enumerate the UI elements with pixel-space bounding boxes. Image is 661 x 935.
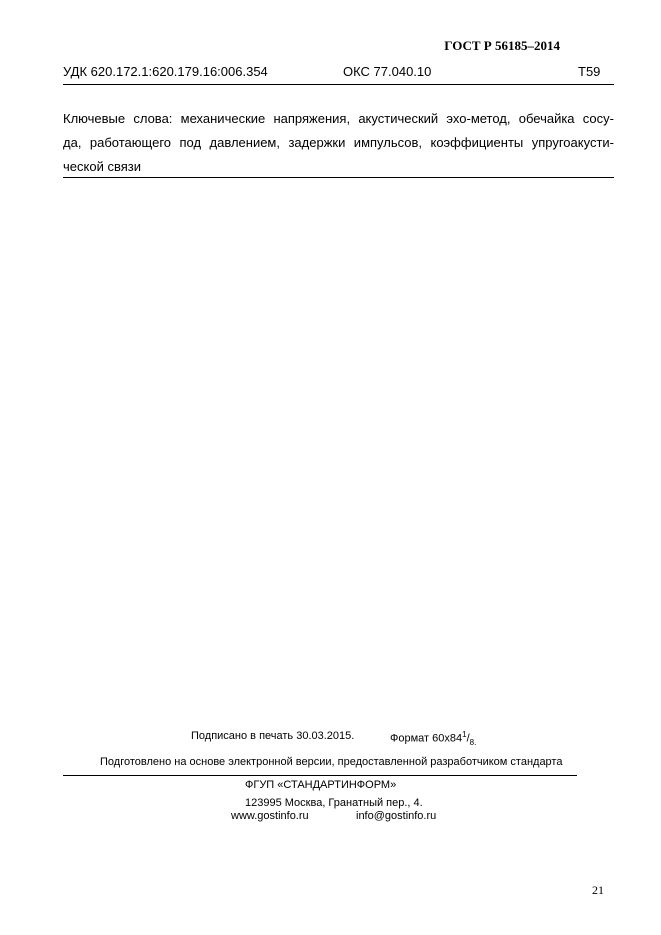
standard-id: ГОСТ Р 56185–2014 — [444, 38, 560, 53]
udk-code: УДК 620.172.1:620.179.16:006.354 — [63, 64, 268, 79]
keywords-line: ческой связи — [63, 159, 141, 174]
prepared-note: Подготовлено на основе электронной версии, предоставленной разработчиком стандарта — [100, 756, 563, 768]
format-label: Формат 60х84 — [390, 732, 463, 745]
keywords-divider — [63, 177, 614, 178]
imprint-divider — [63, 775, 577, 776]
keywords-line: Ключевые слова: механические напряжения, акустический эхо-метод, обечайка сосу- — [63, 111, 614, 126]
top-divider — [63, 84, 614, 85]
format-denominator: 8. — [469, 737, 477, 747]
print-format: Формат $60х84^1/_{8.}$ — [390, 730, 477, 747]
classification-code: Т59 — [578, 64, 601, 79]
keywords-block — [63, 107, 614, 179]
publisher-email[interactable]: info@gostinfo.ru — [356, 810, 437, 822]
keywords-line: да, работающего под давлением, задержки импульсов, коэффициенты упругоакусти- — [63, 135, 614, 150]
page-number: 21 — [592, 883, 604, 897]
format-numerator: 1 — [462, 730, 467, 739]
publisher-website[interactable]: www.gostinfo.ru — [231, 810, 309, 822]
signed-date: Подписано в печать 30.03.2015. — [191, 730, 355, 742]
publisher-address: 123995 Москва, Гранатный пер., 4. — [245, 797, 423, 809]
oks-code: ОКС 77.040.10 — [343, 64, 432, 79]
publisher-name: ФГУП «СТАНДАРТИНФОРМ» — [245, 779, 397, 791]
